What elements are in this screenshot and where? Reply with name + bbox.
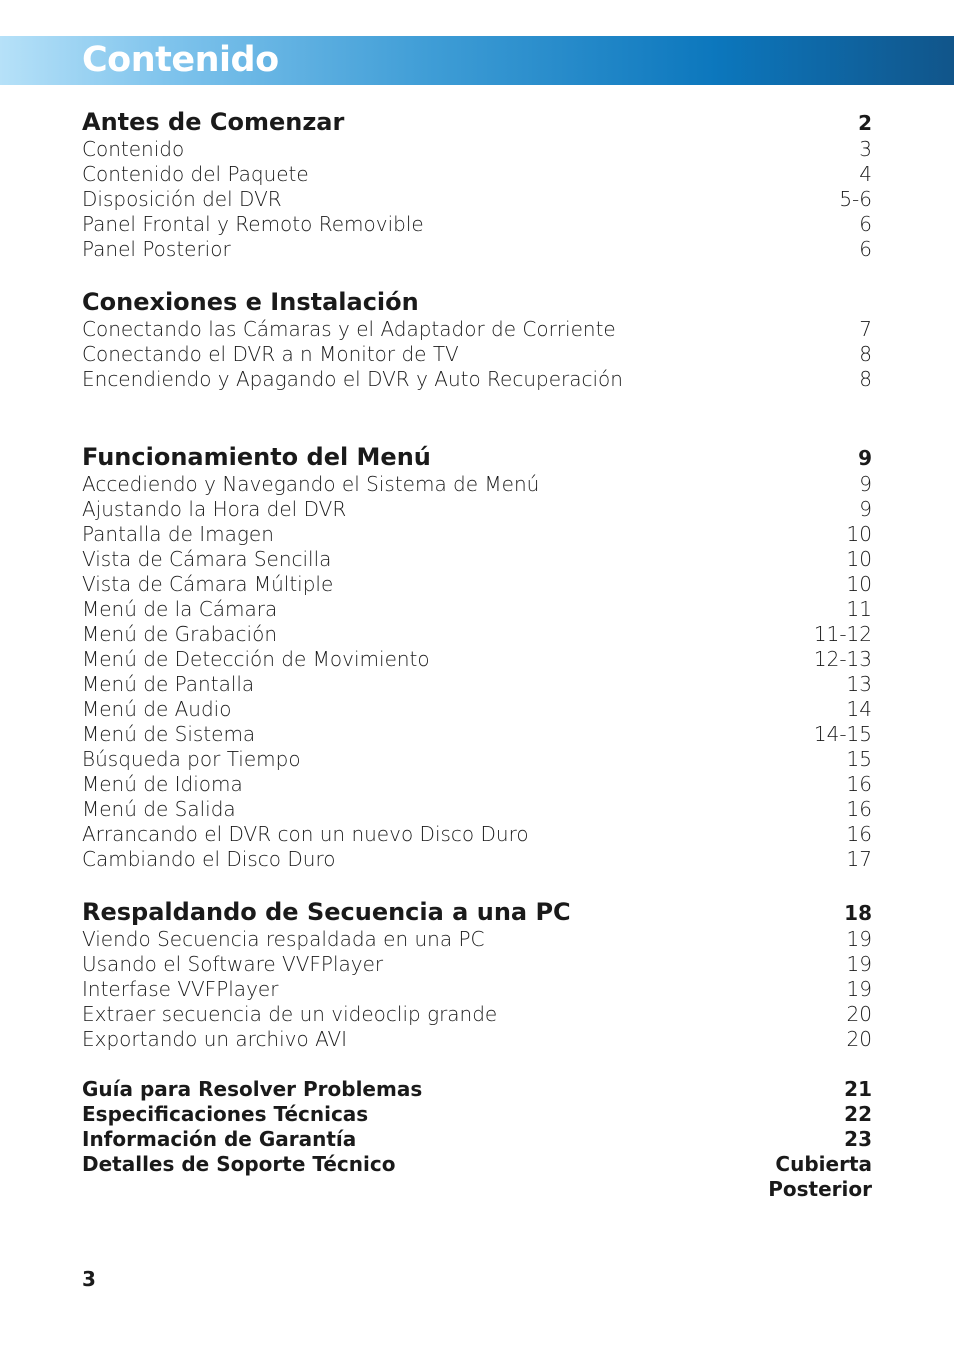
section-heading-page: 9 — [858, 446, 872, 470]
item-page: 8 — [859, 342, 872, 366]
list-item[interactable] — [82, 977, 872, 1002]
item-page: 10 — [846, 572, 872, 596]
item-page: 10 — [846, 547, 872, 571]
section-heading[interactable] — [82, 107, 872, 137]
item-page: 19 — [846, 952, 872, 976]
item-page: Cubierta — [775, 1152, 872, 1176]
spacer — [82, 872, 872, 897]
page-number: 3 — [82, 1267, 96, 1291]
item-label: Detalles de Soporte Técnico — [82, 1152, 396, 1176]
item-label: Contenido — [82, 137, 185, 161]
list-item[interactable] — [82, 597, 872, 622]
list-item[interactable] — [82, 697, 872, 722]
item-label: Interfase VVFPlayer — [82, 977, 279, 1001]
list-item[interactable] — [82, 547, 872, 572]
title-bar — [0, 36, 954, 85]
item-label: Guía para Resolver Problemas — [82, 1077, 423, 1101]
list-item[interactable] — [82, 747, 872, 772]
list-item[interactable] — [82, 772, 872, 797]
list-item[interactable] — [82, 952, 872, 977]
list-item[interactable] — [82, 342, 872, 367]
item-page: 19 — [846, 977, 872, 1001]
item-page: 17 — [846, 847, 872, 871]
section-heading[interactable] — [82, 287, 872, 317]
section-respaldando — [82, 897, 872, 1052]
section-heading-label: Conexiones e Instalación — [82, 288, 419, 316]
item-page: 21 — [844, 1077, 872, 1101]
section-heading-label: Funcionamiento del Menú — [82, 443, 431, 471]
item-page: 6 — [859, 212, 872, 236]
section-heading-page: 18 — [844, 901, 872, 925]
page-title: Contenido — [82, 40, 279, 80]
list-item[interactable] — [82, 647, 872, 672]
section-heading[interactable] — [82, 442, 872, 472]
list-item[interactable] — [82, 622, 872, 647]
list-item[interactable] — [82, 187, 872, 212]
list-item[interactable] — [82, 822, 872, 847]
list-item[interactable] — [82, 927, 872, 952]
list-item[interactable] — [82, 237, 872, 262]
item-label: Panel Frontal y Remoto Removible — [82, 212, 424, 236]
item-page: 19 — [846, 927, 872, 951]
item-page: 15 — [846, 747, 872, 771]
list-item[interactable] — [82, 212, 872, 237]
item-label: Especificaciones Técnicas — [82, 1102, 369, 1126]
list-item[interactable] — [82, 472, 872, 497]
spacer — [82, 1052, 872, 1077]
item-page: 10 — [846, 522, 872, 546]
list-item[interactable] — [82, 162, 872, 187]
item-label: Cambiando el Disco Duro — [82, 847, 336, 871]
list-item[interactable] — [82, 1027, 872, 1052]
list-item[interactable] — [82, 847, 872, 872]
table-of-contents — [82, 107, 872, 1202]
item-page: 4 — [859, 162, 872, 186]
item-label: Exportando un archivo AVI — [82, 1027, 348, 1051]
item-label: Encendiendo y Apagando el DVR y Auto Recuperación — [82, 367, 623, 391]
item-label: Extraer secuencia de un videoclip grande — [82, 1002, 498, 1026]
item-label: Panel Posterior — [82, 237, 231, 261]
section-heading-label: Respaldando de Secuencia a una PC — [82, 898, 571, 926]
list-item[interactable] — [82, 522, 872, 547]
item-page-continuation — [82, 1177, 872, 1202]
item-label: Accediendo y Navegando el Sistema de Menú — [82, 472, 540, 496]
list-item[interactable] — [82, 137, 872, 162]
item-label: Menú de Idioma — [82, 772, 243, 796]
list-item[interactable] — [82, 367, 872, 392]
section-funcionamiento-menu — [82, 442, 872, 872]
item-label: Arrancando el DVR con un nuevo Disco Duro — [82, 822, 529, 846]
item-page: 16 — [846, 797, 872, 821]
item-page: 5-6 — [839, 187, 872, 211]
item-page: 7 — [859, 317, 872, 341]
section-heading-page: 2 — [858, 111, 872, 135]
item-page: 16 — [846, 822, 872, 846]
item-label: Disposición del DVR — [82, 187, 282, 211]
list-item[interactable] — [82, 797, 872, 822]
list-item[interactable] — [82, 672, 872, 697]
item-label: Conectando el DVR a n Monitor de TV — [82, 342, 459, 366]
list-item[interactable] — [82, 1127, 872, 1152]
item-page: 14 — [846, 697, 872, 721]
item-page: 8 — [859, 367, 872, 391]
section-antes-de-comenzar — [82, 107, 872, 262]
item-label: Vista de Cámara Sencilla — [82, 547, 332, 571]
item-label: Información de Garantía — [82, 1127, 357, 1151]
item-label: Viendo Secuencia respaldada en una PC — [82, 927, 485, 951]
list-item[interactable] — [82, 317, 872, 342]
item-label: Menú de Detección de Movimiento — [82, 647, 430, 671]
item-label: Menú de Pantalla — [82, 672, 255, 696]
list-item[interactable] — [82, 1002, 872, 1027]
item-page: 20 — [846, 1002, 872, 1026]
spacer — [82, 262, 872, 287]
item-page: 20 — [846, 1027, 872, 1051]
item-label: Menú de Salida — [82, 797, 236, 821]
item-page: 9 — [859, 472, 872, 496]
list-item[interactable] — [82, 497, 872, 522]
item-page: 6 — [859, 237, 872, 261]
item-label: Menú de Grabación — [82, 622, 278, 646]
item-page: 23 — [844, 1127, 872, 1151]
item-label: Menú de la Cámara — [82, 597, 278, 621]
item-label: Pantalla de Imagen — [82, 522, 274, 546]
item-page: 22 — [844, 1102, 872, 1126]
item-label: Vista de Cámara Múltiple — [82, 572, 334, 596]
spacer — [82, 392, 872, 442]
item-label: Menú de Sistema — [82, 722, 256, 746]
item-page: 14-15 — [813, 722, 872, 746]
item-page: 3 — [859, 137, 872, 161]
item-page: 11-12 — [813, 622, 872, 646]
item-page: Posterior — [768, 1177, 872, 1201]
item-page: 13 — [846, 672, 872, 696]
item-label: Menú de Audio — [82, 697, 232, 721]
item-page: 12-13 — [813, 647, 872, 671]
item-label: Ajustando la Hora del DVR — [82, 497, 347, 521]
section-heading-label: Antes de Comenzar — [82, 108, 345, 136]
item-label: Contenido del Paquete — [82, 162, 309, 186]
list-item[interactable] — [82, 1102, 872, 1127]
item-page: 9 — [859, 497, 872, 521]
item-label: Usando el Software VVFPlayer — [82, 952, 384, 976]
item-label: Conectando las Cámaras y el Adaptador de Corriente — [82, 317, 616, 341]
list-item[interactable] — [82, 1077, 872, 1102]
item-label: Búsqueda por Tiempo — [82, 747, 301, 771]
section-heading[interactable] — [82, 897, 872, 927]
item-page: 16 — [846, 772, 872, 796]
section-conexiones — [82, 287, 872, 392]
list-item[interactable] — [82, 1152, 872, 1177]
list-item[interactable] — [82, 572, 872, 597]
item-page: 11 — [846, 597, 872, 621]
section-appendix — [82, 1077, 872, 1202]
list-item[interactable] — [82, 722, 872, 747]
